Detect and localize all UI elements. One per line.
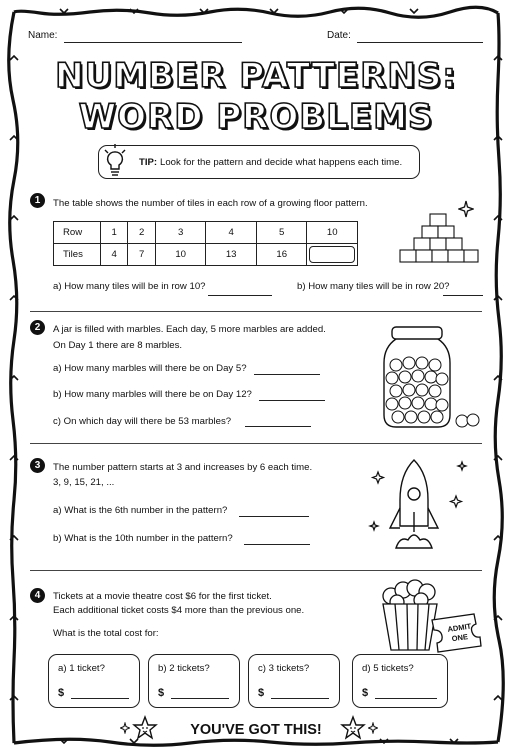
table-cell: 7 (128, 244, 155, 266)
question-1-number: 1 (30, 193, 45, 208)
answer-box-c[interactable] (248, 654, 340, 708)
table-cell: 4 (101, 244, 128, 266)
q3-part-a: a) What is the 6th number in the pattern? (53, 505, 228, 516)
q4-line-2: Each additional ticket costs $4 more than the previous one. (53, 605, 305, 616)
smiling-star-icon (340, 715, 366, 741)
question-2-number: 2 (30, 320, 45, 335)
answer-line[interactable] (71, 698, 129, 699)
q2-answer-b[interactable] (259, 400, 325, 401)
name-label: Name: (28, 30, 58, 41)
rocket-icon (366, 456, 476, 560)
date-field[interactable] (357, 42, 483, 43)
tiles-header: Tiles (54, 244, 101, 266)
tile-pattern-icon (398, 212, 480, 268)
name-field[interactable] (64, 42, 242, 43)
table-cell: 13 (206, 244, 257, 266)
table-cell: 16 (256, 244, 307, 266)
table-row (54, 244, 358, 266)
q2-answer-a[interactable] (254, 374, 320, 375)
q4-line-1: Tickets at a movie theatre cost $6 for the first ticket. (53, 591, 272, 602)
question-3-number: 3 (30, 458, 45, 473)
section-divider (30, 443, 482, 444)
q2-part-c: c) On which day will there be 53 marbles? (53, 416, 232, 427)
question-4-number: 4 (30, 588, 45, 603)
table-cell: 10 (155, 244, 206, 266)
table-row (54, 222, 358, 244)
table-cell: 5 (256, 222, 307, 244)
q3-answer-a[interactable] (239, 516, 309, 517)
title-line-2: WORD PROBLEMS (78, 97, 434, 137)
table-cell: 2 (128, 222, 155, 244)
star-icon (368, 722, 378, 734)
answer-box-label: a) 1 ticket? (58, 663, 105, 674)
q2-part-b: b) How many marbles will there be on Day 12? (53, 389, 252, 400)
q1-part-a: a) How many tiles will be in row 10? (53, 281, 206, 292)
currency-symbol: $ (158, 687, 165, 699)
q3-line-1: The number pattern starts at 3 and increases by 6 each time. (53, 462, 313, 473)
title-line-1: NUMBER PATTERNS: (55, 56, 457, 96)
section-divider (30, 570, 482, 571)
answer-box-d[interactable] (352, 654, 448, 708)
currency-symbol: $ (58, 687, 65, 699)
table-cell: 4 (206, 222, 257, 244)
answer-line[interactable] (271, 698, 329, 699)
answer-box-a[interactable] (48, 654, 140, 708)
q1-answer-a[interactable] (208, 295, 272, 296)
q4-prompt: What is the total cost for: (53, 628, 159, 639)
q2-line-1: A jar is filled with marbles. Each day, 5 more marbles are added. (53, 324, 326, 335)
currency-symbol: $ (258, 687, 265, 699)
answer-cell[interactable] (307, 244, 358, 266)
answer-box-label: b) 2 tickets? (158, 663, 210, 674)
marble-jar-icon (378, 323, 482, 435)
q3-sequence: 3, 9, 15, 21, ... (53, 477, 115, 488)
ticket-text-one: ONE (451, 632, 469, 644)
star-icon (120, 722, 130, 734)
ticket-icon (424, 612, 482, 654)
currency-symbol: $ (362, 687, 369, 699)
footer-message: YOU'VE GOT THIS! (190, 722, 322, 738)
answer-line[interactable] (375, 698, 437, 699)
ticket-text-admit: ADMIT (446, 621, 472, 634)
q1-part-b: b) How many tiles will be in row 20? (297, 281, 450, 292)
answer-box-label: c) 3 tickets? (258, 663, 310, 674)
answer-box-b[interactable] (148, 654, 240, 708)
table-cell: 3 (155, 222, 206, 244)
table-cell: 10 (307, 222, 358, 244)
row-header: Row (54, 222, 101, 244)
q3-part-b: b) What is the 10th number in the pattern? (53, 533, 233, 544)
date-label: Date: (327, 30, 351, 41)
q1-answer-b[interactable] (443, 295, 483, 296)
q1-text: The table shows the number of tiles in each row of a growing floor pattern. (53, 198, 368, 209)
q2-answer-c[interactable] (245, 426, 311, 427)
tiles-table (53, 221, 358, 266)
q3-answer-b[interactable] (244, 544, 310, 545)
section-divider (30, 311, 482, 312)
tip-label: TIP: (139, 157, 158, 168)
answer-box-label: d) 5 tickets? (362, 663, 414, 674)
table-cell: 1 (101, 222, 128, 244)
q2-line-2: On Day 1 there are 8 marbles. (53, 340, 183, 351)
answer-line[interactable] (171, 698, 229, 699)
tip-text: Look for the pattern and decide what happens each time. (160, 157, 403, 168)
q2-part-a: a) How many marbles will there be on Day 5? (53, 363, 247, 374)
